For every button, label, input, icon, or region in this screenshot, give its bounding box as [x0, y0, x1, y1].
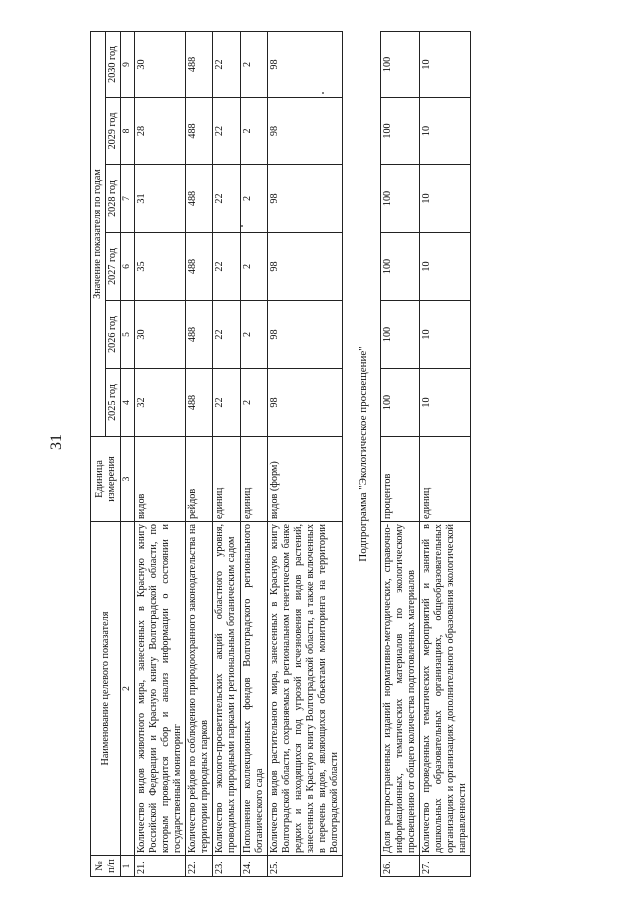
unit-cell: единиц: [213, 437, 240, 522]
value-cell: 22: [213, 165, 240, 233]
header-year: 2030 год: [106, 31, 121, 97]
value-cell: 22: [213, 31, 240, 97]
value-cell: 100: [380, 165, 419, 233]
value-cell: 488: [186, 165, 213, 233]
table-row: [213, 31, 240, 876]
value-cell: 488: [186, 301, 213, 369]
column-index: 1: [121, 856, 135, 877]
value-cell: 10: [419, 31, 470, 97]
value-cell: 10: [419, 98, 470, 165]
header-values-group: Значение показателя по годам: [91, 31, 106, 436]
header-year: 2028 год: [106, 165, 121, 233]
table-row: [380, 31, 419, 876]
unit-cell: единиц: [419, 437, 470, 522]
table-row: [240, 31, 267, 876]
unit-cell: видов: [135, 437, 186, 522]
value-cell: 10: [419, 233, 470, 301]
subprogram-title: Подпрограмма "Экологическое просвещение": [356, 346, 369, 562]
value-cell: 28: [135, 98, 186, 165]
unit-cell: единиц: [240, 437, 267, 522]
header-year: 2025 год: [106, 369, 121, 437]
column-index: 6: [121, 233, 135, 301]
value-cell: 488: [186, 98, 213, 165]
row-number: 27.: [419, 856, 470, 877]
column-index: 9: [121, 31, 135, 97]
column-index: 7: [121, 165, 135, 233]
value-cell: 98: [267, 165, 342, 233]
value-cell: 98: [267, 31, 342, 97]
indicator-name: Количество эколого-просветительских акций областного уровня, проводимых природными парками и региональным ботаническим садом: [213, 522, 240, 856]
row-number: 24.: [240, 856, 267, 877]
indicator-name: Доля распространенных изданий нормативно-методических, справочно-информационных, тематических материалов по экологическому просвещению от общего количества подготовленных материалов: [380, 522, 419, 856]
value-cell: 488: [186, 233, 213, 301]
value-cell: 100: [380, 301, 419, 369]
row-number: 21.: [135, 856, 186, 877]
value-cell: 100: [380, 98, 419, 165]
value-cell: 22: [213, 233, 240, 301]
unit-cell: рейдов: [186, 437, 213, 522]
value-cell: 30: [135, 31, 186, 97]
value-cell: 31: [135, 165, 186, 233]
value-cell: 98: [267, 369, 342, 437]
value-cell: 98: [267, 233, 342, 301]
column-index: 5: [121, 301, 135, 369]
subprogram-row: [342, 31, 380, 876]
value-cell: 98: [267, 301, 342, 369]
page-number: 31: [48, 434, 65, 450]
unit-cell: видов (форм): [267, 437, 342, 522]
value-cell: 488: [186, 369, 213, 437]
header-num: № п/п: [91, 856, 121, 877]
column-index: 3: [121, 437, 135, 522]
value-cell: 10: [419, 301, 470, 369]
value-cell: 488: [186, 31, 213, 97]
header-year: 2027 год: [106, 233, 121, 301]
column-index: 8: [121, 98, 135, 165]
indicator-name: Пополнение коллекционных фондов Волгоградского регионального ботанического сада: [240, 522, 267, 856]
value-cell: 2: [240, 165, 267, 233]
row-number: 25.: [267, 856, 342, 877]
header-unit: Единица измерения: [91, 437, 121, 522]
value-cell: 2: [240, 98, 267, 165]
table-row: [135, 31, 186, 876]
value-cell: 2: [240, 31, 267, 97]
value-cell: 35: [135, 233, 186, 301]
value-cell: 22: [213, 301, 240, 369]
rotated-table-area: [90, 32, 600, 877]
value-cell: 98: [267, 98, 342, 165]
column-index: 4: [121, 369, 135, 437]
header-year: 2026 год: [106, 301, 121, 369]
table-row: [267, 31, 342, 876]
value-cell: 10: [419, 369, 470, 437]
indicator-name: Количество рейдов по соблюдению природоохранного законодательства на территории природных парков: [186, 522, 213, 856]
unit-cell: процентов: [380, 437, 419, 522]
value-cell: 100: [380, 31, 419, 97]
indicator-name: Количество видов растительного мира, занесенных в Красную книгу Волгоградской области, сохраняемых в региональном генетическом банке редких и находящихся под угрозой исчезновения видов растений, занесенных в Красную книгу Волгоградской области, а также включенных в перечень видов, являющихся объектами мониторинга на территории Волгоградской области: [267, 522, 342, 856]
value-cell: 2: [240, 301, 267, 369]
indicator-name: Количество видов животного мира, занесенных в Красную книгу Российской Федерации и Красную книгу Волгоградской области, по которым проводится сбор и анализ информации о состоянии и государственный мониторинг: [135, 522, 186, 856]
value-cell: 30: [135, 301, 186, 369]
header-name: Наименование целевого показателя: [91, 522, 121, 856]
row-number: 26.: [380, 856, 419, 877]
table-row: [186, 31, 213, 876]
header-year: 2029 год: [106, 98, 121, 165]
row-number: 23.: [213, 856, 240, 877]
value-cell: 10: [419, 165, 470, 233]
value-cell: 100: [380, 369, 419, 437]
column-index: 2: [121, 522, 135, 856]
value-cell: 22: [213, 369, 240, 437]
value-cell: 32: [135, 369, 186, 437]
indicator-table: [90, 31, 471, 877]
value-cell: 100: [380, 233, 419, 301]
row-number: 22.: [186, 856, 213, 877]
value-cell: 2: [240, 369, 267, 437]
table-row: [419, 31, 470, 876]
value-cell: 22: [213, 98, 240, 165]
value-cell: 2: [240, 233, 267, 301]
indicator-name: Количество проведенных тематических мероприятий и занятий в дошкольных образовательных организациях, общеобразовательных организациях и организациях дополнительного образования экологической направленности: [419, 522, 470, 856]
